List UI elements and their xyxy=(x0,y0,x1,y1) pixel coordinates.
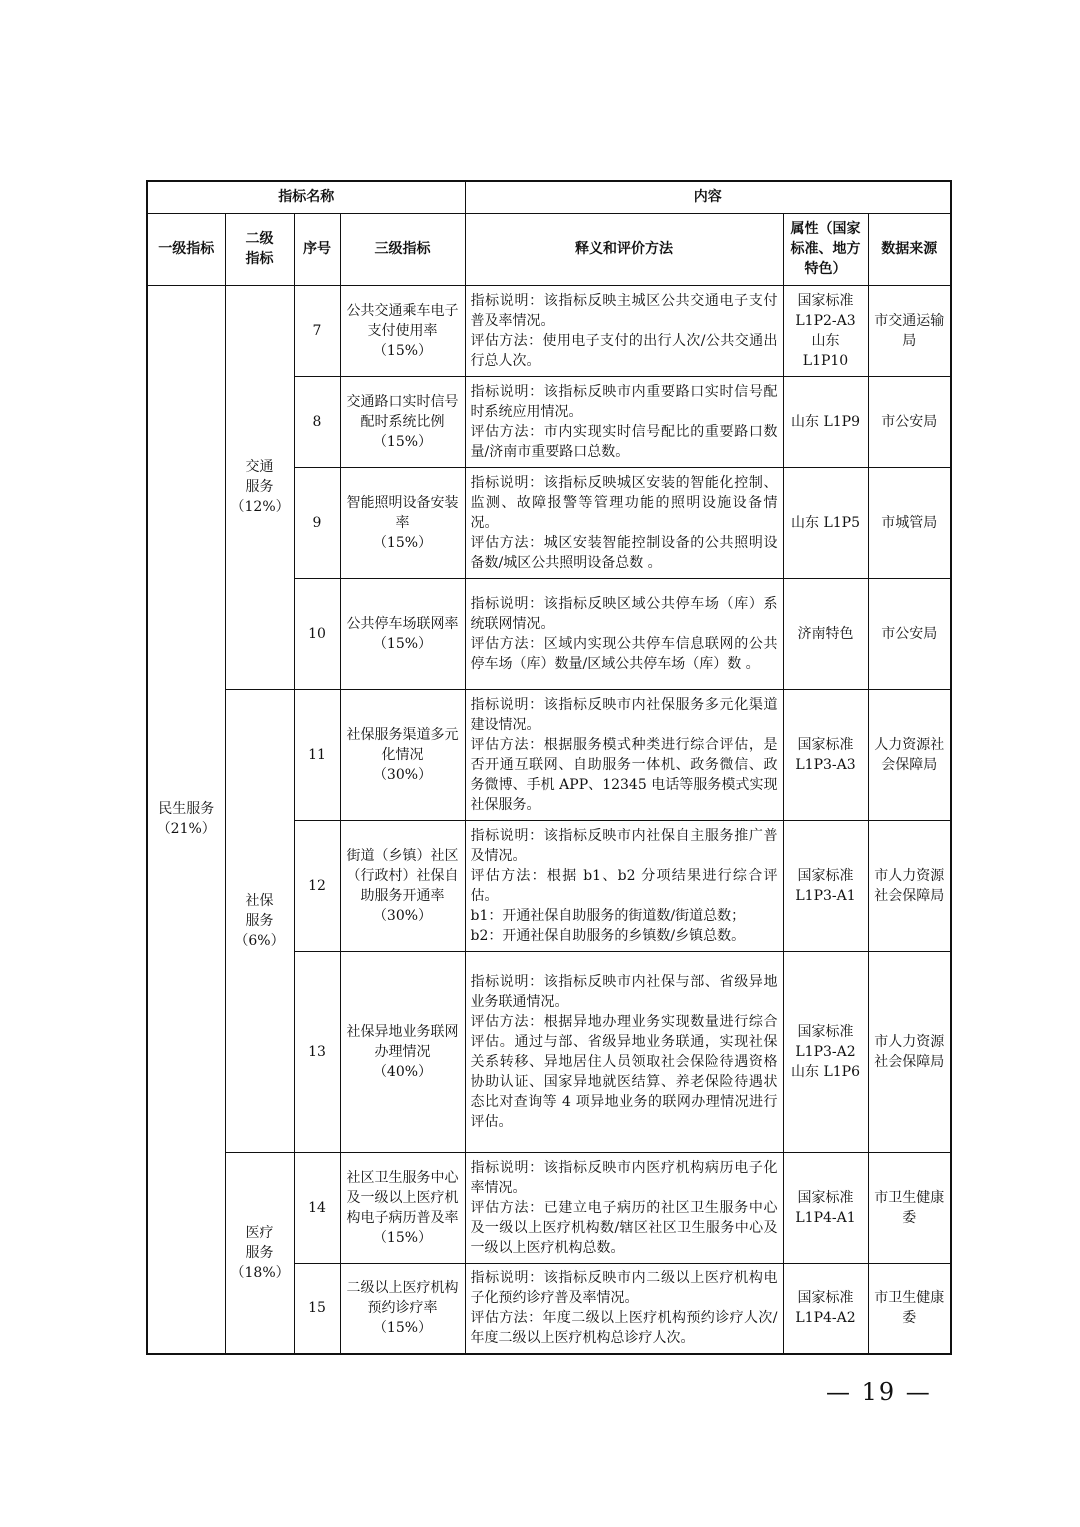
level1-indicator: 民生服务 （21%） xyxy=(147,285,225,1354)
row-seq: 9 xyxy=(294,467,340,578)
row-source: 人力资源社会保障局 xyxy=(868,689,951,820)
row-indicator: 交通路口实时信号配时系统比例 （15%） xyxy=(340,376,465,467)
row-method: 指标说明：该指标反映主城区公共交通电子支付普及率情况。 评估方法：使用电子支付的出行人次/公共交通出行总人次。 xyxy=(465,285,783,376)
row-source: 市人力资源社会保障局 xyxy=(868,951,951,1152)
row-attribute: 国家标准 L1P4-A2 xyxy=(783,1263,868,1354)
header-method: 释义和评价方法 xyxy=(465,213,783,285)
row-source: 市公安局 xyxy=(868,578,951,689)
row-indicator: 公共停车场联网率 （15%） xyxy=(340,578,465,689)
row-seq: 15 xyxy=(294,1263,340,1354)
level2-social-security: 社保 服务 （6%） xyxy=(225,689,294,1152)
table-row xyxy=(147,285,951,376)
level2-traffic: 交通 服务 （12%） xyxy=(225,285,294,689)
header-level3: 三级指标 xyxy=(340,213,465,285)
header-content: 内容 xyxy=(465,181,951,213)
header-attribute: 属性（国家标准、地方特色） xyxy=(783,213,868,285)
row-seq: 10 xyxy=(294,578,340,689)
row-method: 指标说明：该指标反映市内社保与部、省级异地业务联通情况。 评估方法：根据异地办理业务实现数量进行综合评估。通过与部、省级异地业务联通，实现社保关系转移、异地居住人员领取社会保险待遇资格协助认证、国家异地就医结算、养老保险待遇状态比对查询等 4 项异地业务的联网办理情况进行评估。 xyxy=(465,951,783,1152)
row-method: 指标说明：该指标反映市内二级以上医疗机构电子化预约诊疗普及率情况。 评估方法：年度二级以上医疗机构预约诊疗人次/年度二级以上医疗机构总诊疗人次。 xyxy=(465,1263,783,1354)
row-method: 指标说明：该指标反映市内医疗机构病历电子化率情况。 评估方法：已建立电子病历的社区卫生服务中心及一级以上医疗机构数/辖区社区卫生服务中心及一级以上医疗机构总数。 xyxy=(465,1152,783,1263)
header-seq: 序号 xyxy=(294,213,340,285)
header-source: 数据来源 xyxy=(868,213,951,285)
header-indicator-name: 指标名称 xyxy=(147,181,465,213)
row-attribute: 国家标准 L1P2-A3 山东 L1P10 xyxy=(783,285,868,376)
row-method: 指标说明：该指标反映市内社保自主服务推广普及情况。 评估方法：根据 b1、b2 分项结果进行综合评估。 b1：开通社保自助服务的街道数/街道总数； b2：开通社保自助服务的乡镇数/乡镇总数。 xyxy=(465,820,783,951)
row-seq: 14 xyxy=(294,1152,340,1263)
row-source: 市人力资源社会保障局 xyxy=(868,820,951,951)
row-attribute: 国家标准 L1P3-A2 山东 L1P6 xyxy=(783,951,868,1152)
row-method: 指标说明：该指标反映市内社保服务多元化渠道建设情况。 评估方法：根据服务模式种类进行综合评估，是否开通互联网、自助服务一体机、政务微信、政务微博、手机 APP、12345 电话等服务模式实现社保服务。 xyxy=(465,689,783,820)
row-indicator: 街道（乡镇）社区（行政村）社保自助服务开通率 （30%） xyxy=(340,820,465,951)
row-attribute: 济南特色 xyxy=(783,578,868,689)
row-indicator: 智能照明设备安装率 （15%） xyxy=(340,467,465,578)
table-row xyxy=(147,689,951,820)
row-seq: 7 xyxy=(294,285,340,376)
row-seq: 8 xyxy=(294,376,340,467)
row-indicator: 社保异地业务联网办理情况 （40%） xyxy=(340,951,465,1152)
row-source: 市卫生健康委 xyxy=(868,1152,951,1263)
row-attribute: 国家标准 L1P3-A3 xyxy=(783,689,868,820)
row-attribute: 国家标准 L1P4-A1 xyxy=(783,1152,868,1263)
page-number: — 19 — xyxy=(826,1378,932,1406)
table-row xyxy=(147,1152,951,1263)
row-attribute: 国家标准 L1P3-A1 xyxy=(783,820,868,951)
row-attribute: 山东 L1P9 xyxy=(783,376,868,467)
row-source: 市公安局 xyxy=(868,376,951,467)
row-source: 市城管局 xyxy=(868,467,951,578)
header-level1: 一级指标 xyxy=(147,213,225,285)
level2-medical: 医疗 服务 （18%） xyxy=(225,1152,294,1354)
row-attribute: 山东 L1P5 xyxy=(783,467,868,578)
row-source: 市交通运输局 xyxy=(868,285,951,376)
row-indicator: 二级以上医疗机构预约诊疗率 （15%） xyxy=(340,1263,465,1354)
header-level2: 二级 指标 xyxy=(225,213,294,285)
row-method: 指标说明：该指标反映区域公共停车场（库）系统联网情况。 评估方法：区域内实现公共停车信息联网的公共停车场（库）数量/区域公共停车场（库）数 。 xyxy=(465,578,783,689)
row-indicator: 公共交通乘车电子支付使用率 （15%） xyxy=(340,285,465,376)
row-indicator: 社区卫生服务中心及一级以上医疗机构电子病历普及率 （15%） xyxy=(340,1152,465,1263)
row-method: 指标说明：该指标反映城区安装的智能化控制、监测、故障报警等管理功能的照明设施设备情况。 评估方法：城区安装智能控制设备的公共照明设备数/城区公共照明设备总数 。 xyxy=(465,467,783,578)
row-method: 指标说明：该指标反映市内重要路口实时信号配时系统应用情况。 评估方法：市内实现实时信号配比的重要路口数量/济南市重要路口总数。 xyxy=(465,376,783,467)
indicator-table xyxy=(146,180,952,1355)
row-indicator: 社保服务渠道多元化情况 （30%） xyxy=(340,689,465,820)
row-seq: 11 xyxy=(294,689,340,820)
row-source: 市卫生健康委 xyxy=(868,1263,951,1354)
row-seq: 13 xyxy=(294,951,340,1152)
row-seq: 12 xyxy=(294,820,340,951)
